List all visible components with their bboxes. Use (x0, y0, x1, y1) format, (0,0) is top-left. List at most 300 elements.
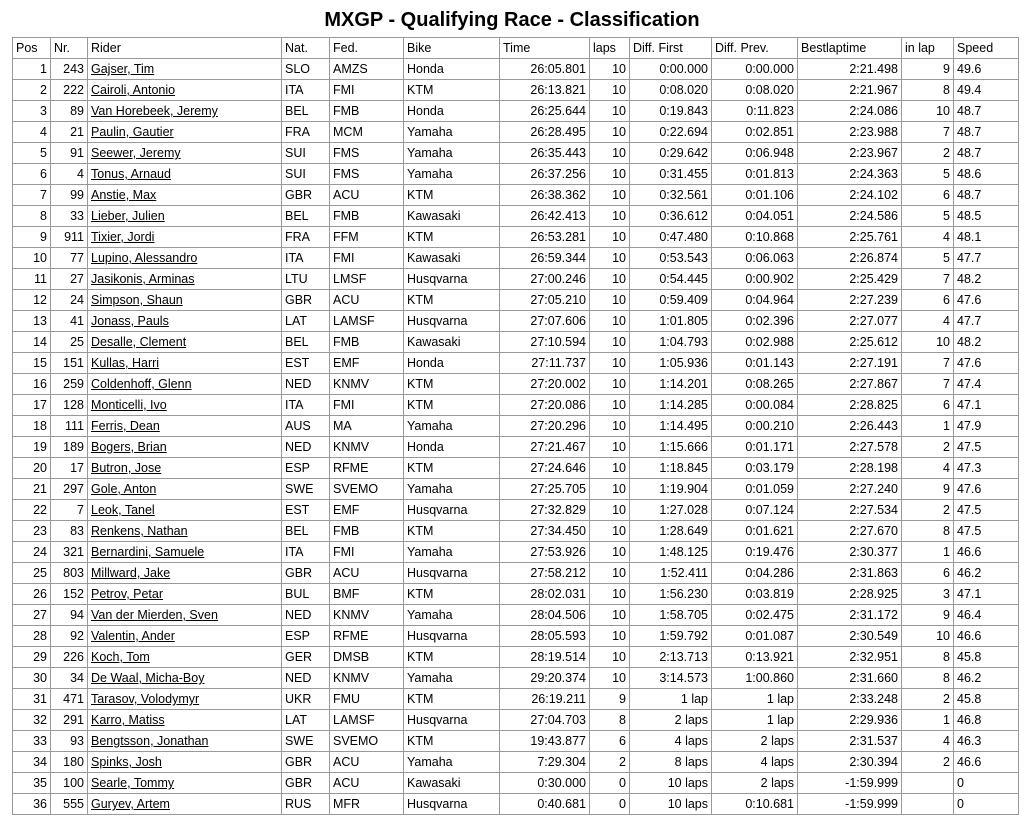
speed-cell: 48.2 (954, 332, 1019, 353)
rider-link[interactable]: Bernardini, Samuele (91, 545, 205, 559)
diff-prev-cell: 0:01.106 (712, 185, 798, 206)
table-row (13, 458, 1019, 479)
nat-cell: GBR (282, 773, 330, 794)
diff-prev-cell: 0:03.179 (712, 458, 798, 479)
bike-cell: Yamaha (404, 164, 500, 185)
rider-link[interactable]: Valentin, Ander (91, 629, 175, 643)
speed-cell: 46.6 (954, 626, 1019, 647)
diff-prev-cell: 0:01.813 (712, 164, 798, 185)
time-cell: 27:10.594 (500, 332, 590, 353)
fed-cell: ACU (330, 773, 404, 794)
laps-cell: 10 (590, 248, 630, 269)
table-row (13, 416, 1019, 437)
nr-cell: 4 (51, 164, 88, 185)
in-lap-cell: 4 (902, 458, 954, 479)
nr-cell: 91 (51, 143, 88, 164)
rider-link[interactable]: Koch, Tom (91, 650, 150, 664)
bike-cell: Yamaha (404, 479, 500, 500)
pos-cell: 2 (13, 80, 51, 101)
header-nr: Nr. (51, 38, 88, 59)
diff-prev-cell: 2 laps (712, 773, 798, 794)
rider-link[interactable]: Renkens, Nathan (91, 524, 188, 538)
laps-cell: 10 (590, 542, 630, 563)
table-row (13, 521, 1019, 542)
nat-cell: NED (282, 437, 330, 458)
bestlaptime-cell: 2:27.867 (798, 374, 902, 395)
nr-cell: 27 (51, 269, 88, 290)
table-row (13, 668, 1019, 689)
nr-cell: 93 (51, 731, 88, 752)
rider-link[interactable]: Ferris, Dean (91, 419, 160, 433)
speed-cell: 47.6 (954, 479, 1019, 500)
in-lap-cell: 4 (902, 311, 954, 332)
rider-link[interactable]: Leok, Tanel (91, 503, 155, 517)
rider-link[interactable]: Cairoli, Antonio (91, 83, 176, 97)
bike-cell: Honda (404, 437, 500, 458)
nat-cell: GBR (282, 290, 330, 311)
bike-cell: KTM (404, 689, 500, 710)
pos-cell: 1 (13, 59, 51, 80)
diff-prev-cell: 0:10.681 (712, 794, 798, 815)
pos-cell: 34 (13, 752, 51, 773)
bike-cell: Yamaha (404, 752, 500, 773)
in-lap-cell: 5 (902, 206, 954, 227)
rider-link[interactable]: Butron, Jose (91, 461, 162, 475)
bestlaptime-cell: 2:28.198 (798, 458, 902, 479)
time-cell: 27:34.450 (500, 521, 590, 542)
rider-link[interactable]: De Waal, Micha-Boy (91, 671, 205, 685)
rider-link[interactable]: Monticelli, Ivo (91, 398, 167, 412)
speed-cell: 49.4 (954, 80, 1019, 101)
table-row (13, 332, 1019, 353)
time-cell: 0:30.000 (500, 773, 590, 794)
nat-cell: FRA (282, 122, 330, 143)
rider-link[interactable]: Gajser, Tim (91, 62, 155, 76)
nat-cell: LTU (282, 269, 330, 290)
pos-cell: 29 (13, 647, 51, 668)
bestlaptime-cell: 2:25.429 (798, 269, 902, 290)
bestlaptime-cell: 2:27.670 (798, 521, 902, 542)
nr-cell: 41 (51, 311, 88, 332)
bike-cell: Husqvarna (404, 710, 500, 731)
speed-cell: 46.2 (954, 668, 1019, 689)
rider-link[interactable]: Tarasov, Volodymyr (91, 692, 200, 706)
rider-link[interactable]: Petrov, Petar (91, 587, 164, 601)
in-lap-cell: 1 (902, 416, 954, 437)
fed-cell: ACU (330, 290, 404, 311)
diff-prev-cell: 0:01.143 (712, 353, 798, 374)
laps-cell: 10 (590, 164, 630, 185)
pos-cell: 24 (13, 542, 51, 563)
diff-prev-cell: 0:02.396 (712, 311, 798, 332)
pos-cell: 30 (13, 668, 51, 689)
nr-cell: 259 (51, 374, 88, 395)
nat-cell: EST (282, 500, 330, 521)
pos-cell: 20 (13, 458, 51, 479)
time-cell: 28:04.506 (500, 605, 590, 626)
speed-cell: 48.7 (954, 122, 1019, 143)
laps-cell: 2 (590, 752, 630, 773)
rider-link[interactable]: Anstie, Max (91, 188, 157, 202)
bestlaptime-cell: 2:24.102 (798, 185, 902, 206)
diff-prev-cell: 1:00.860 (712, 668, 798, 689)
laps-cell: 0 (590, 773, 630, 794)
speed-cell: 47.1 (954, 584, 1019, 605)
in-lap-cell: 6 (902, 290, 954, 311)
speed-cell: 48.2 (954, 269, 1019, 290)
rider-cell (88, 521, 282, 542)
header-time: Time (500, 38, 590, 59)
fed-cell: MCM (330, 122, 404, 143)
rider-link[interactable]: Tonus, Arnaud (91, 167, 171, 181)
rider-link[interactable]: Bogers, Brian (91, 440, 167, 454)
rider-link[interactable]: Spinks, Josh (91, 755, 162, 769)
table-row (13, 248, 1019, 269)
speed-cell: 47.5 (954, 500, 1019, 521)
laps-cell: 10 (590, 458, 630, 479)
in-lap-cell: 6 (902, 395, 954, 416)
fed-cell: FMB (330, 332, 404, 353)
nat-cell: GBR (282, 563, 330, 584)
table-row (13, 227, 1019, 248)
bestlaptime-cell: 2:24.086 (798, 101, 902, 122)
bestlaptime-cell: 2:28.825 (798, 395, 902, 416)
nr-cell: 7 (51, 500, 88, 521)
fed-cell: FMI (330, 542, 404, 563)
in-lap-cell (902, 773, 954, 794)
rider-cell (88, 122, 282, 143)
pos-cell: 14 (13, 332, 51, 353)
diff-first-cell: 0:29.642 (630, 143, 712, 164)
fed-cell: KNMV (330, 437, 404, 458)
pos-cell: 9 (13, 227, 51, 248)
bike-cell: Husqvarna (404, 269, 500, 290)
diff-first-cell: 1:14.495 (630, 416, 712, 437)
in-lap-cell: 5 (902, 248, 954, 269)
rider-cell (88, 542, 282, 563)
nat-cell: ITA (282, 395, 330, 416)
diff-first-cell: 0:54.445 (630, 269, 712, 290)
bike-cell: KTM (404, 290, 500, 311)
fed-cell: EMF (330, 353, 404, 374)
diff-prev-cell: 0:02.851 (712, 122, 798, 143)
diff-prev-cell: 0:19.476 (712, 542, 798, 563)
laps-cell: 10 (590, 122, 630, 143)
speed-cell: 47.3 (954, 458, 1019, 479)
rider-cell (88, 458, 282, 479)
rider-link[interactable]: Jonass, Pauls (91, 314, 169, 328)
laps-cell: 10 (590, 227, 630, 248)
table-row (13, 206, 1019, 227)
in-lap-cell: 2 (902, 143, 954, 164)
bike-cell: Husqvarna (404, 311, 500, 332)
header-diff-first: Diff. First (630, 38, 712, 59)
nat-cell: ESP (282, 626, 330, 647)
diff-first-cell: 1:14.285 (630, 395, 712, 416)
fed-cell: BMF (330, 584, 404, 605)
rider-cell (88, 731, 282, 752)
nat-cell: SUI (282, 164, 330, 185)
nr-cell: 321 (51, 542, 88, 563)
rider-cell (88, 143, 282, 164)
diff-first-cell: 1:56.230 (630, 584, 712, 605)
diff-first-cell: 0:08.020 (630, 80, 712, 101)
rider-link[interactable]: Kullas, Harri (91, 356, 160, 370)
rider-link[interactable]: Lupino, Alessandro (91, 251, 198, 265)
rider-link[interactable]: Paulin, Gautier (91, 125, 174, 139)
nr-cell: 111 (51, 416, 88, 437)
fed-cell: FMB (330, 101, 404, 122)
diff-first-cell: 4 laps (630, 731, 712, 752)
bestlaptime-cell: 2:25.612 (798, 332, 902, 353)
bestlaptime-cell: 2:30.549 (798, 626, 902, 647)
bike-cell: Yamaha (404, 542, 500, 563)
nr-cell: 226 (51, 647, 88, 668)
nat-cell: NED (282, 605, 330, 626)
diff-prev-cell: 0:00.210 (712, 416, 798, 437)
laps-cell: 10 (590, 605, 630, 626)
table-row (13, 500, 1019, 521)
bestlaptime-cell: 2:33.248 (798, 689, 902, 710)
in-lap-cell: 6 (902, 563, 954, 584)
pos-cell: 32 (13, 710, 51, 731)
laps-cell: 10 (590, 59, 630, 80)
rider-link[interactable]: Bengtsson, Jonathan (91, 734, 209, 748)
bike-cell: Husqvarna (404, 500, 500, 521)
nr-cell: 33 (51, 206, 88, 227)
table-row (13, 479, 1019, 500)
speed-cell: 0 (954, 794, 1019, 815)
fed-cell: KNMV (330, 374, 404, 395)
table-row (13, 122, 1019, 143)
bike-cell: KTM (404, 80, 500, 101)
bike-cell: Yamaha (404, 416, 500, 437)
nr-cell: 89 (51, 101, 88, 122)
speed-cell: 48.7 (954, 143, 1019, 164)
laps-cell: 10 (590, 332, 630, 353)
bike-cell: KTM (404, 458, 500, 479)
pos-cell: 5 (13, 143, 51, 164)
speed-cell: 48.5 (954, 206, 1019, 227)
rider-link[interactable]: Gole, Anton (91, 482, 157, 496)
rider-link[interactable]: Tixier, Jordi (91, 230, 155, 244)
diff-prev-cell: 0:00.000 (712, 59, 798, 80)
diff-first-cell: 0:53.543 (630, 248, 712, 269)
bike-cell: KTM (404, 395, 500, 416)
rider-link[interactable]: Guryev, Artem (91, 797, 170, 811)
bike-cell: KTM (404, 521, 500, 542)
rider-cell (88, 311, 282, 332)
table-row (13, 542, 1019, 563)
speed-cell: 47.7 (954, 311, 1019, 332)
diff-prev-cell: 0:10.868 (712, 227, 798, 248)
table-row (13, 773, 1019, 794)
pos-cell: 3 (13, 101, 51, 122)
nat-cell: BEL (282, 521, 330, 542)
diff-first-cell: 0:31.455 (630, 164, 712, 185)
laps-cell: 10 (590, 416, 630, 437)
fed-cell: EMF (330, 500, 404, 521)
nr-cell: 99 (51, 185, 88, 206)
time-cell: 27:04.703 (500, 710, 590, 731)
rider-link[interactable]: Van der Mierden, Sven (91, 608, 218, 622)
rider-link[interactable]: Van Horebeek, Jeremy (91, 104, 218, 118)
speed-cell: 46.2 (954, 563, 1019, 584)
nat-cell: SUI (282, 143, 330, 164)
pos-cell: 26 (13, 584, 51, 605)
diff-first-cell: 3:14.573 (630, 668, 712, 689)
nr-cell: 34 (51, 668, 88, 689)
nat-cell: BUL (282, 584, 330, 605)
rider-cell (88, 395, 282, 416)
laps-cell: 10 (590, 437, 630, 458)
nat-cell: GER (282, 647, 330, 668)
nat-cell: ITA (282, 542, 330, 563)
bestlaptime-cell: 2:28.925 (798, 584, 902, 605)
in-lap-cell: 4 (902, 227, 954, 248)
rider-link[interactable]: Millward, Jake (91, 566, 171, 580)
diff-first-cell: 1:27.028 (630, 500, 712, 521)
bestlaptime-cell: -1:59.999 (798, 773, 902, 794)
nr-cell: 189 (51, 437, 88, 458)
time-cell: 27:20.086 (500, 395, 590, 416)
diff-prev-cell: 0:07.124 (712, 500, 798, 521)
fed-cell: RFME (330, 458, 404, 479)
rider-cell (88, 689, 282, 710)
fed-cell: FMI (330, 248, 404, 269)
rider-cell (88, 605, 282, 626)
rider-link[interactable]: Searle, Tommy (91, 776, 175, 790)
rider-link[interactable]: Seewer, Jeremy (91, 146, 181, 160)
fed-cell: LAMSF (330, 710, 404, 731)
laps-cell: 10 (590, 311, 630, 332)
fed-cell: LMSF (330, 269, 404, 290)
laps-cell: 10 (590, 521, 630, 542)
diff-prev-cell: 4 laps (712, 752, 798, 773)
laps-cell: 10 (590, 395, 630, 416)
nat-cell: EST (282, 353, 330, 374)
nr-cell: 297 (51, 479, 88, 500)
diff-prev-cell: 0:00.084 (712, 395, 798, 416)
time-cell: 26:37.256 (500, 164, 590, 185)
rider-link[interactable]: Lieber, Julien (91, 209, 165, 223)
nr-cell: 471 (51, 689, 88, 710)
bestlaptime-cell: 2:24.586 (798, 206, 902, 227)
table-body (13, 59, 1019, 815)
diff-prev-cell: 0:04.051 (712, 206, 798, 227)
rider-cell (88, 437, 282, 458)
time-cell: 28:05.593 (500, 626, 590, 647)
bestlaptime-cell: 2:27.077 (798, 311, 902, 332)
header-rider: Rider (88, 38, 282, 59)
rider-cell (88, 290, 282, 311)
rider-cell (88, 248, 282, 269)
in-lap-cell: 10 (902, 332, 954, 353)
nr-cell: 180 (51, 752, 88, 773)
diff-first-cell: 1:15.666 (630, 437, 712, 458)
rider-link[interactable]: Coldenhoff, Glenn (91, 377, 192, 391)
diff-first-cell: 0:47.480 (630, 227, 712, 248)
bestlaptime-cell: 2:31.660 (798, 668, 902, 689)
fed-cell: ACU (330, 563, 404, 584)
laps-cell: 0 (590, 794, 630, 815)
laps-cell: 10 (590, 185, 630, 206)
time-cell: 27:00.246 (500, 269, 590, 290)
in-lap-cell: 2 (902, 437, 954, 458)
in-lap-cell: 6 (902, 185, 954, 206)
time-cell: 29:20.374 (500, 668, 590, 689)
bestlaptime-cell: 2:30.377 (798, 542, 902, 563)
laps-cell: 9 (590, 689, 630, 710)
bestlaptime-cell: 2:26.874 (798, 248, 902, 269)
table-row (13, 164, 1019, 185)
pos-cell: 15 (13, 353, 51, 374)
header-bike: Bike (404, 38, 500, 59)
rider-link[interactable]: Simpson, Shaun (91, 293, 183, 307)
rider-link[interactable]: Karro, Matiss (91, 713, 165, 727)
bike-cell: Kawasaki (404, 206, 500, 227)
rider-cell (88, 794, 282, 815)
diff-prev-cell: 2 laps (712, 731, 798, 752)
bestlaptime-cell: 2:29.936 (798, 710, 902, 731)
bike-cell: Kawasaki (404, 773, 500, 794)
bike-cell: Yamaha (404, 668, 500, 689)
nr-cell: 243 (51, 59, 88, 80)
rider-cell (88, 164, 282, 185)
diff-prev-cell: 0:03.819 (712, 584, 798, 605)
nat-cell: AUS (282, 416, 330, 437)
in-lap-cell: 1 (902, 542, 954, 563)
rider-link[interactable]: Jasikonis, Arminas (91, 272, 195, 286)
nat-cell: NED (282, 668, 330, 689)
bestlaptime-cell: 2:23.988 (798, 122, 902, 143)
in-lap-cell: 9 (902, 59, 954, 80)
bestlaptime-cell: 2:21.498 (798, 59, 902, 80)
time-cell: 27:21.467 (500, 437, 590, 458)
in-lap-cell: 1 (902, 710, 954, 731)
bike-cell: KTM (404, 227, 500, 248)
fed-cell: FMS (330, 164, 404, 185)
time-cell: 26:53.281 (500, 227, 590, 248)
fed-cell: FMI (330, 395, 404, 416)
speed-cell: 48.7 (954, 101, 1019, 122)
header-fed: Fed. (330, 38, 404, 59)
laps-cell: 10 (590, 269, 630, 290)
table-row (13, 311, 1019, 332)
time-cell: 28:19.514 (500, 647, 590, 668)
header-in-lap: in lap (902, 38, 954, 59)
diff-first-cell: 0:32.561 (630, 185, 712, 206)
bike-cell: Husqvarna (404, 563, 500, 584)
nr-cell: 94 (51, 605, 88, 626)
diff-first-cell: 1:19.904 (630, 479, 712, 500)
fed-cell: FFM (330, 227, 404, 248)
diff-prev-cell: 0:01.087 (712, 626, 798, 647)
time-cell: 27:20.296 (500, 416, 590, 437)
time-cell: 26:05.801 (500, 59, 590, 80)
rider-cell (88, 101, 282, 122)
rider-link[interactable]: Desalle, Clement (91, 335, 187, 349)
pos-cell: 6 (13, 164, 51, 185)
nr-cell: 222 (51, 80, 88, 101)
speed-cell: 47.5 (954, 437, 1019, 458)
in-lap-cell: 7 (902, 269, 954, 290)
classification-table (12, 37, 1019, 815)
in-lap-cell: 8 (902, 80, 954, 101)
table-row (13, 584, 1019, 605)
pos-cell: 10 (13, 248, 51, 269)
table-row (13, 563, 1019, 584)
